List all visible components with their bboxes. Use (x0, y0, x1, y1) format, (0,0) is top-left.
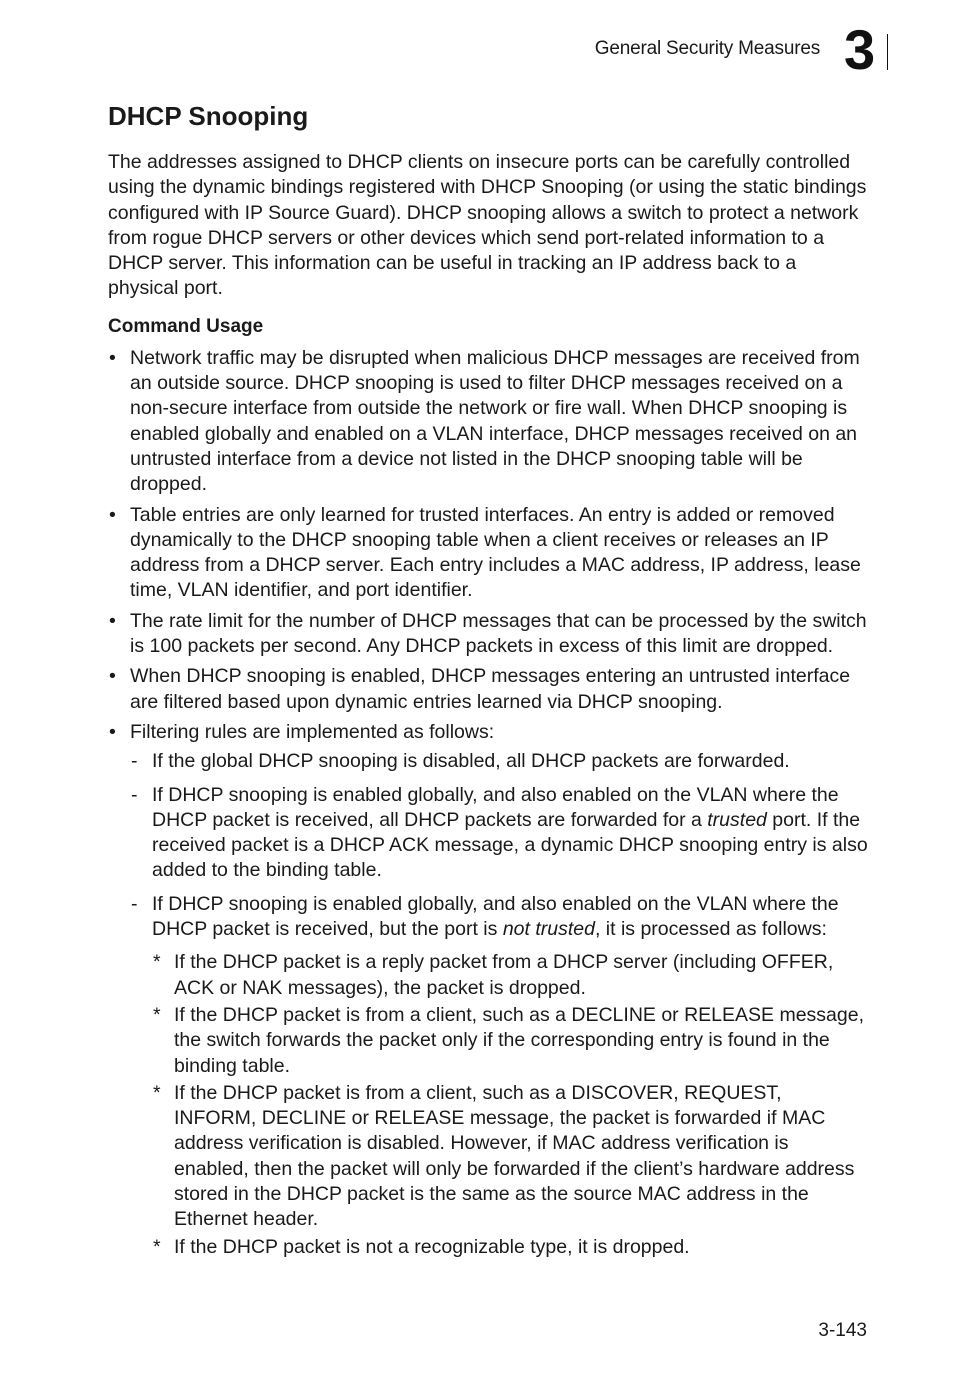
filtering-rules-list (130, 749, 868, 1260)
rule-text: If DHCP snooping is enabled globally, and also enabled on the VLAN where the DHCP packet is received, but the port is (152, 892, 839, 941)
rule-emphasis: trusted (707, 808, 767, 831)
sub-rule-item: * If the DHCP packet is a reply packet from a DHCP server (including OFFER, ACK or NAK messages), the packet is dropped. (152, 950, 868, 1001)
list-item: • Table entries are only learned for trusted interfaces. An entry is added or removed dynamically to the DHCP snooping table when a client receives or releases an IP address from a DHCP server. Each entry includes a MAC address, IP address, lease time, VLAN identifier, and port identifier. (108, 503, 868, 604)
command-usage-heading: Command Usage (108, 315, 264, 337)
page-number: 3-143 (818, 1320, 867, 1341)
intro-paragraph: The addresses assigned to DHCP clients on insecure ports can be carefully controlled using the dynamic bindings registered with DHCP Snooping (or using the static bindings configured with IP Source Guard). DHCP snooping allows a switch to protect a network from rogue DHCP servers or other devices which send port-related information to a DHCP server. This information can be useful in tracking an IP address back to a physical port. (108, 151, 867, 300)
untrusted-port-rules-list (152, 950, 868, 1260)
sub-rule-item: * If the DHCP packet is from a client, such as a DISCOVER, REQUEST, INFORM, DECLINE or RELEASE message, the packet is forwarded if MAC address verification is disabled. However, if MAC address verification is enabled, then the packet will only be forwarded if the client’s hardware address stored in the DHCP packet is the same as the source MAC address in the Ethernet header. (152, 1081, 868, 1233)
list-item-text: Filtering rules are implemented as follows: (130, 720, 495, 743)
chapter-divider (887, 34, 888, 70)
section-heading: DHCP Snooping (108, 101, 309, 131)
list-item: • When DHCP snooping is enabled, DHCP messages entering an untrusted interface are filtered based upon dynamic entries learned via DHCP snooping. (108, 664, 868, 715)
rule-item: - If the global DHCP snooping is disabled, all DHCP packets are forwarded. (130, 749, 868, 774)
rule-text: If DHCP snooping is enabled globally, and also enabled on the VLAN where the DHCP packet is received, all DHCP packets are forwarded for a (152, 783, 839, 831)
sub-rule-item: * If the DHCP packet is from a client, such as a DECLINE or RELEASE message, the switch forwards the packet only if the corresponding entry is found in the binding table. (152, 1003, 868, 1079)
rule-text: , it is processed as follows: (594, 918, 827, 941)
running-header-title: General Security Measures (594, 38, 820, 59)
rule-text: port. If the received packet is a DHCP ACK message, a dynamic DHCP snooping entry is also added to the binding table. (152, 808, 868, 882)
command-usage-list (108, 346, 868, 1260)
list-item: • The rate limit for the number of DHCP messages that can be processed by the switch is 100 packets per second. Any DHCP packets in excess of this limit are dropped. (108, 609, 868, 660)
rule-item (130, 783, 868, 884)
list-item: • Network traffic may be disrupted when malicious DHCP messages are received from an outside source. DHCP snooping is used to filter DHCP messages received on a non-secure interface from outside the network or fire wall. When DHCP snooping is enabled globally and enabled on a VLAN interface, DHCP messages received on an untrusted interface from a device not listed in the DHCP snooping table will be dropped. (108, 346, 868, 498)
rule-item (130, 892, 868, 1260)
sub-rule-item: * If the DHCP packet is not a recognizable type, it is dropped. (152, 1235, 868, 1260)
page-body (108, 100, 868, 1268)
rule-emphasis: not trusted (502, 918, 595, 941)
chapter-number: 3 (844, 18, 874, 81)
list-item (108, 720, 868, 1260)
